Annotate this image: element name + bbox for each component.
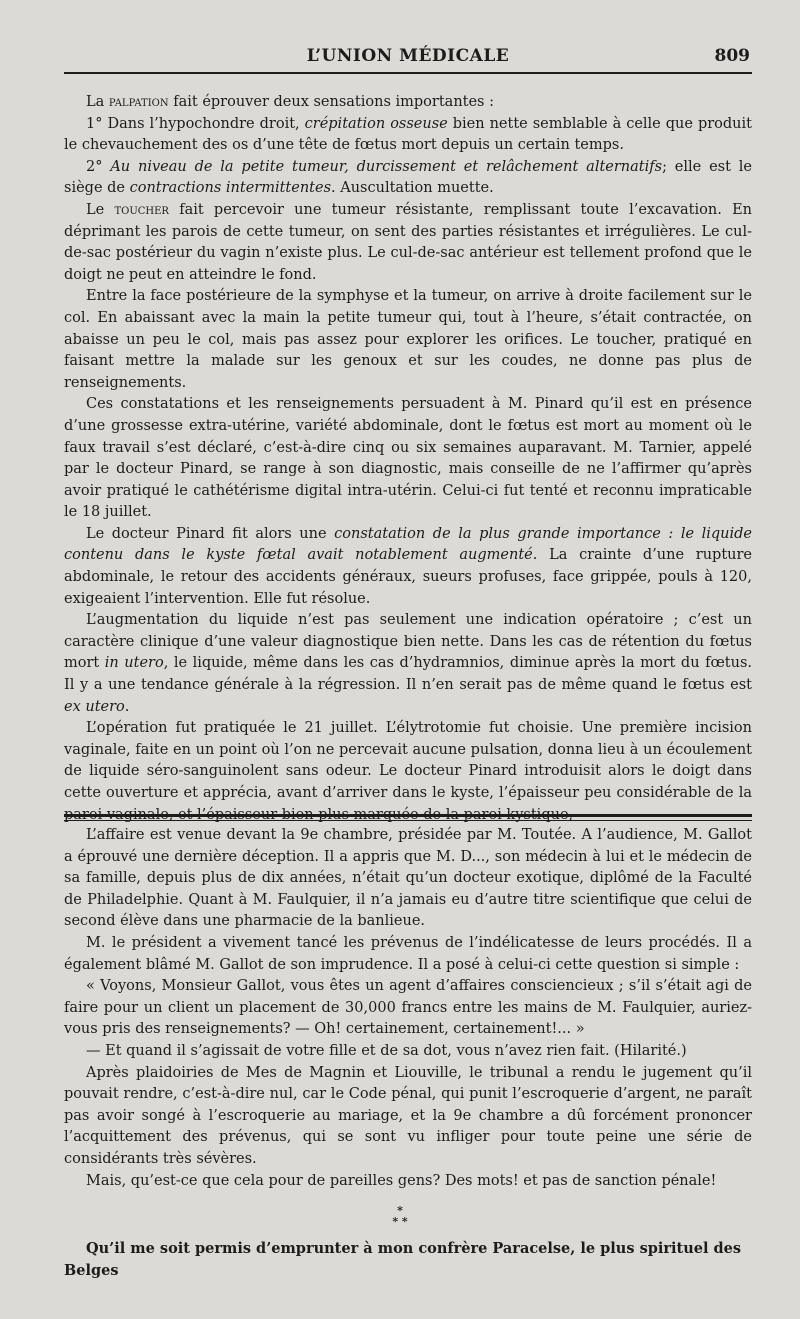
text-span: L’augmentation du liquide n’est pas seulement une indication opératoire ; c’est un caractère clinique d’une valeur diagnostique bien nette. Dans les cas de rétention du fœtus mort — [64, 612, 752, 672]
text-span: La — [86, 94, 105, 110]
paragraph-hypochondre — [64, 114, 752, 157]
paragraph-jugement: Après plaidoiries de Mes de Magnin et Liouville, le tribunal a rendu le jugement qu’il pouvait rendre, c’est-à-dire nul, car le Code pénal, qui punit l’escroquerie d’argent, ne paraît pas avoir songé à l’escroquerie au mariage, et la 9e chambre a dû forcément prononcer l’acquittement des prévenus, qui se sont vu infliger pour toute peine une série de considérants très sévères. — [64, 1064, 752, 1167]
italic-span: contractions intermittentes — [129, 180, 332, 197]
text-span: Le — [86, 201, 105, 218]
court-report — [64, 825, 752, 1192]
italic-span: crépitation osseuse — [304, 115, 448, 132]
text-span: . La crainte d’une rupture abdominale, le retour des accidents généraux, sueurs profuses, face grippée, pouls à 120, exigeaient l’intervention. Elle fut résolue. — [64, 547, 752, 607]
page-header — [64, 44, 752, 70]
small-caps-term: toucher — [114, 201, 169, 218]
italic-span: in utero — [104, 655, 164, 672]
paragraph-sanction: Mais, qu’est-ce que cela pour de pareilles gens? Des mots! et pas de sanction pénale! — [86, 1172, 717, 1189]
text-span: 1° Dans l’hypochondre droit, — [86, 115, 305, 132]
text-span: 2° — [86, 158, 111, 175]
italic-span: constatation de la plus grande importance : le liquide contenu dans le kyste fœtal avait notablement augmenté — [64, 525, 752, 564]
paragraph-constatations: Ces constatations et les renseignements persuadent à M. Pinard qu’il est en présence d’une grossesse extra-utérine, variété abdominale, dont le fœtus est mort au moment où le faux travail s’est déclaré, c’est-à-dire cinq ou six semaines auparavant. M. Tarnier, appelé par le docteur Pinard, se range à son diagnostic, mais conseille de ne l’affirmer qu’après avoir pratiqué le cathétérisme digital intra-utérin. Celui-ci fut tenté et reconnu impraticable le 18 juillet. — [64, 396, 752, 521]
section-rule-thick — [64, 814, 752, 817]
running-title: L’UNION MÉDICALE — [306, 46, 510, 66]
text-span: fait percevoir une tumeur résistante, remplissant toute l’excavation. En déprimant les parois de cette tumeur, on sent des parties résistantes et irrégulières. Le cul-de-sac postérieur du vagin n’existe plus. Le cul-de-sac antérieur est tellement profond que le doigt ne peut en atteindre le fond. — [64, 201, 752, 283]
paragraph-liquide — [64, 524, 752, 610]
section-rule-thin — [64, 820, 752, 821]
paragraph-affaire: L’affaire est venue devant la 9e chambre, présidée par M. Toutée. A l’audience, M. Gallot a éprouvé une dernière déception. Il a appris que M. D..., son médecin à lui et le médecin de sa famille, depuis plus de dix années, n’était qu’un docteur exotique, diplômé de la Faculté de Philadelphie. Quant à M. Faulquier, il n’a jamais eu d’autre titre scientifique que celui de second élève dans une pharmacie de la banlieue. — [64, 827, 752, 930]
text-span: ; elle est le siège de — [64, 158, 752, 197]
text-span: . Auscultation muette. — [331, 180, 494, 197]
paragraph-quotation: « Voyons, Monsieur Gallot, vous êtes un agent d’affaires consciencieux ; s’il s’était agi de faire pour un client un placement de 30,000 francs entre les mains de M. Faulquier, auriez-vous pris des renseignements? — Oh! certainement, certainement!... » — [64, 978, 752, 1038]
closing-line: Qu’il me soit permis d’emprunter à mon confrère Paracelse, le plus spirituel des Belges — [64, 1240, 742, 1279]
paragraph-palpation — [64, 92, 752, 114]
italic-span: ex utero — [64, 698, 125, 715]
paragraph-operation: L’opération fut pratiquée le 21 juillet. L’élytrotomie fut choisie. Une première incision vaginale, faite en un point où l’on ne percevait aucune pulsation, donna lieu à un écoulement de liquide séro-sanguinolent sans odeur. Le docteur Pinard introduisit alors le doigt dans cette ouverture et apprécia, avant d’arriver dans le kyste, l’épaisseur peu considérable de la — [64, 720, 752, 801]
small-caps-term: palpation — [108, 94, 169, 110]
text-span: fait éprouver deux sensations importantes : — [168, 94, 494, 110]
italic-span: Au niveau de la petite tumeur, durcissement et relâchement alternatifs — [110, 158, 663, 175]
page-number: 809 — [714, 46, 750, 66]
text-span: bien nette semblable à celle que produit le chevauchement des os d’une tête de fœtus mort depuis un certain temps. — [64, 115, 752, 154]
text-span: , le liquide, même dans les cas d’hydramnios, diminue après la mort du fœtus. Il y a une tendance générale à la régression. Il n’en serait pas de même quand le fœtus est — [64, 655, 752, 694]
paragraph-hilarite: — Et quand il s’agissait de votre fille et de sa dot, vous n’avez rien fait. (Hilarité.) — [86, 1042, 687, 1059]
paragraph-toucher — [64, 200, 752, 286]
paragraph-president: M. le président a vivement tancé les prévenus de l’indélicatesse de leurs procédés. Il a également blâmé M. Gallot de son imprudence. Il a posé à celui-ci cette question si simple : — [64, 934, 752, 973]
paragraph-augmentation — [64, 610, 752, 718]
paragraph-symphyse: Entre la face postérieure de la symphyse et la tumeur, on arrive à droite facilement sur le col. En abaissant avec la main la petite tumeur qui, tout à l’heure, s’était contractée, on abaisse un peu le col, mais pas assez pour explorer les orifices. Le toucher, pratiqué en faisant mettre la malade sur les genoux et sur les coudes, ne donne pas plus de renseignements. — [64, 288, 752, 391]
header-rule — [64, 72, 752, 74]
paragraph-petite-tumeur — [64, 157, 752, 200]
text-span: . — [124, 698, 130, 715]
medical-article — [64, 92, 752, 826]
text-span: Le docteur Pinard fit alors une — [86, 525, 335, 542]
asterism-separator: * * * — [392, 1204, 408, 1228]
